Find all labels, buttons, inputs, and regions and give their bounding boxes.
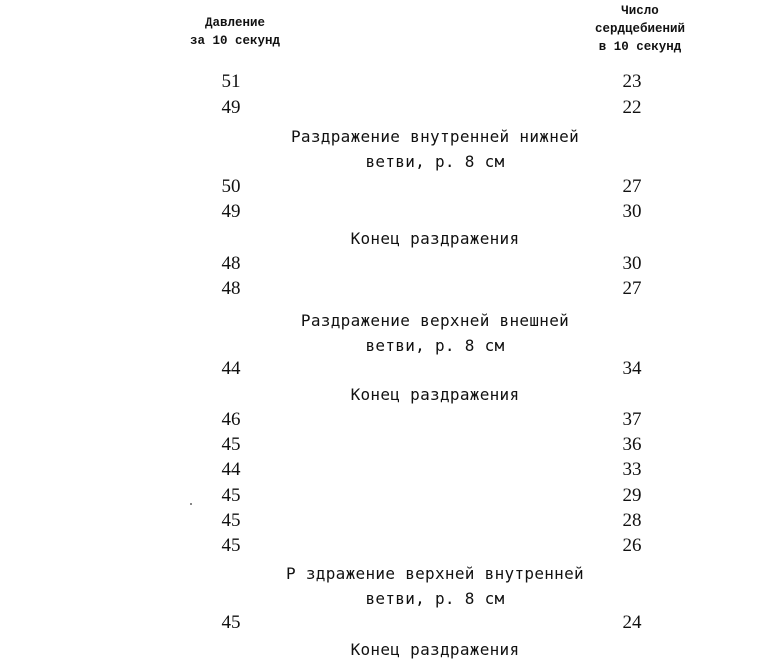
table-row (0, 611, 760, 635)
table-row (0, 534, 760, 558)
pressure-column-header: Давление за 10 секунд (189, 16, 280, 48)
table-row (0, 357, 760, 381)
pressure-value: 44 (221, 358, 241, 379)
heart-rate-value: 24 (622, 612, 642, 633)
stimulation-note: ветви, р. 8 см (365, 336, 505, 355)
heart-rate-value: 33 (622, 459, 642, 480)
heart-rate-value: 36 (622, 434, 642, 455)
pressure-value: 48 (221, 253, 241, 274)
table-row (0, 458, 760, 482)
stimulation-note: Конец раздражения (350, 229, 520, 248)
table-row (0, 175, 760, 199)
pressure-value: 50 (221, 176, 241, 197)
table-row (0, 433, 760, 457)
heart-rate-value: 29 (622, 485, 642, 506)
heart-rate-value: 23 (622, 71, 642, 92)
heart-rate-value: 27 (622, 278, 642, 299)
heart-rate-column-header: Число сердцебиений в 10 секунд (594, 4, 685, 54)
heart-rate-value: 34 (622, 358, 642, 379)
table-row (0, 277, 760, 301)
stimulation-note: Конец раздражения (350, 640, 520, 659)
heart-rate-value: 26 (622, 535, 642, 556)
pressure-value: 45 (221, 510, 241, 531)
pressure-value: 45 (221, 485, 241, 506)
stimulation-note: ветви, р. 8 см (365, 589, 505, 608)
heart-rate-value: 28 (622, 510, 642, 531)
table-row (0, 484, 760, 508)
pressure-value: 49 (221, 201, 241, 222)
pressure-value: 51 (221, 71, 241, 92)
stimulation-note: Раздражение внутренней нижней (290, 127, 580, 146)
pressure-value: 48 (221, 278, 241, 299)
heart-rate-value: 30 (622, 253, 642, 274)
table-row (0, 252, 760, 276)
stimulation-note: Р здражение верхней внутренней (286, 564, 584, 583)
pressure-value: 46 (221, 409, 241, 430)
stimulation-note: Раздражение верхней внешней (300, 311, 570, 330)
table-row (0, 200, 760, 224)
table-row (0, 509, 760, 533)
heart-rate-value: 27 (622, 176, 642, 197)
pressure-value: 45 (221, 434, 241, 455)
heart-rate-value: 37 (622, 409, 642, 430)
pressure-value: 49 (221, 97, 241, 118)
heart-rate-value: 30 (622, 201, 642, 222)
pressure-value: 45 (221, 612, 241, 633)
table-row (0, 96, 760, 120)
stimulation-note: ветви, р. 8 см (365, 152, 505, 171)
heart-rate-value: 22 (622, 97, 642, 118)
pressure-value: 45 (221, 535, 241, 556)
stimulation-note: Конец раздражения (350, 385, 520, 404)
table-row (0, 70, 760, 94)
table-row (0, 408, 760, 432)
pressure-value: 44 (221, 459, 241, 480)
scan-speck (190, 503, 192, 505)
